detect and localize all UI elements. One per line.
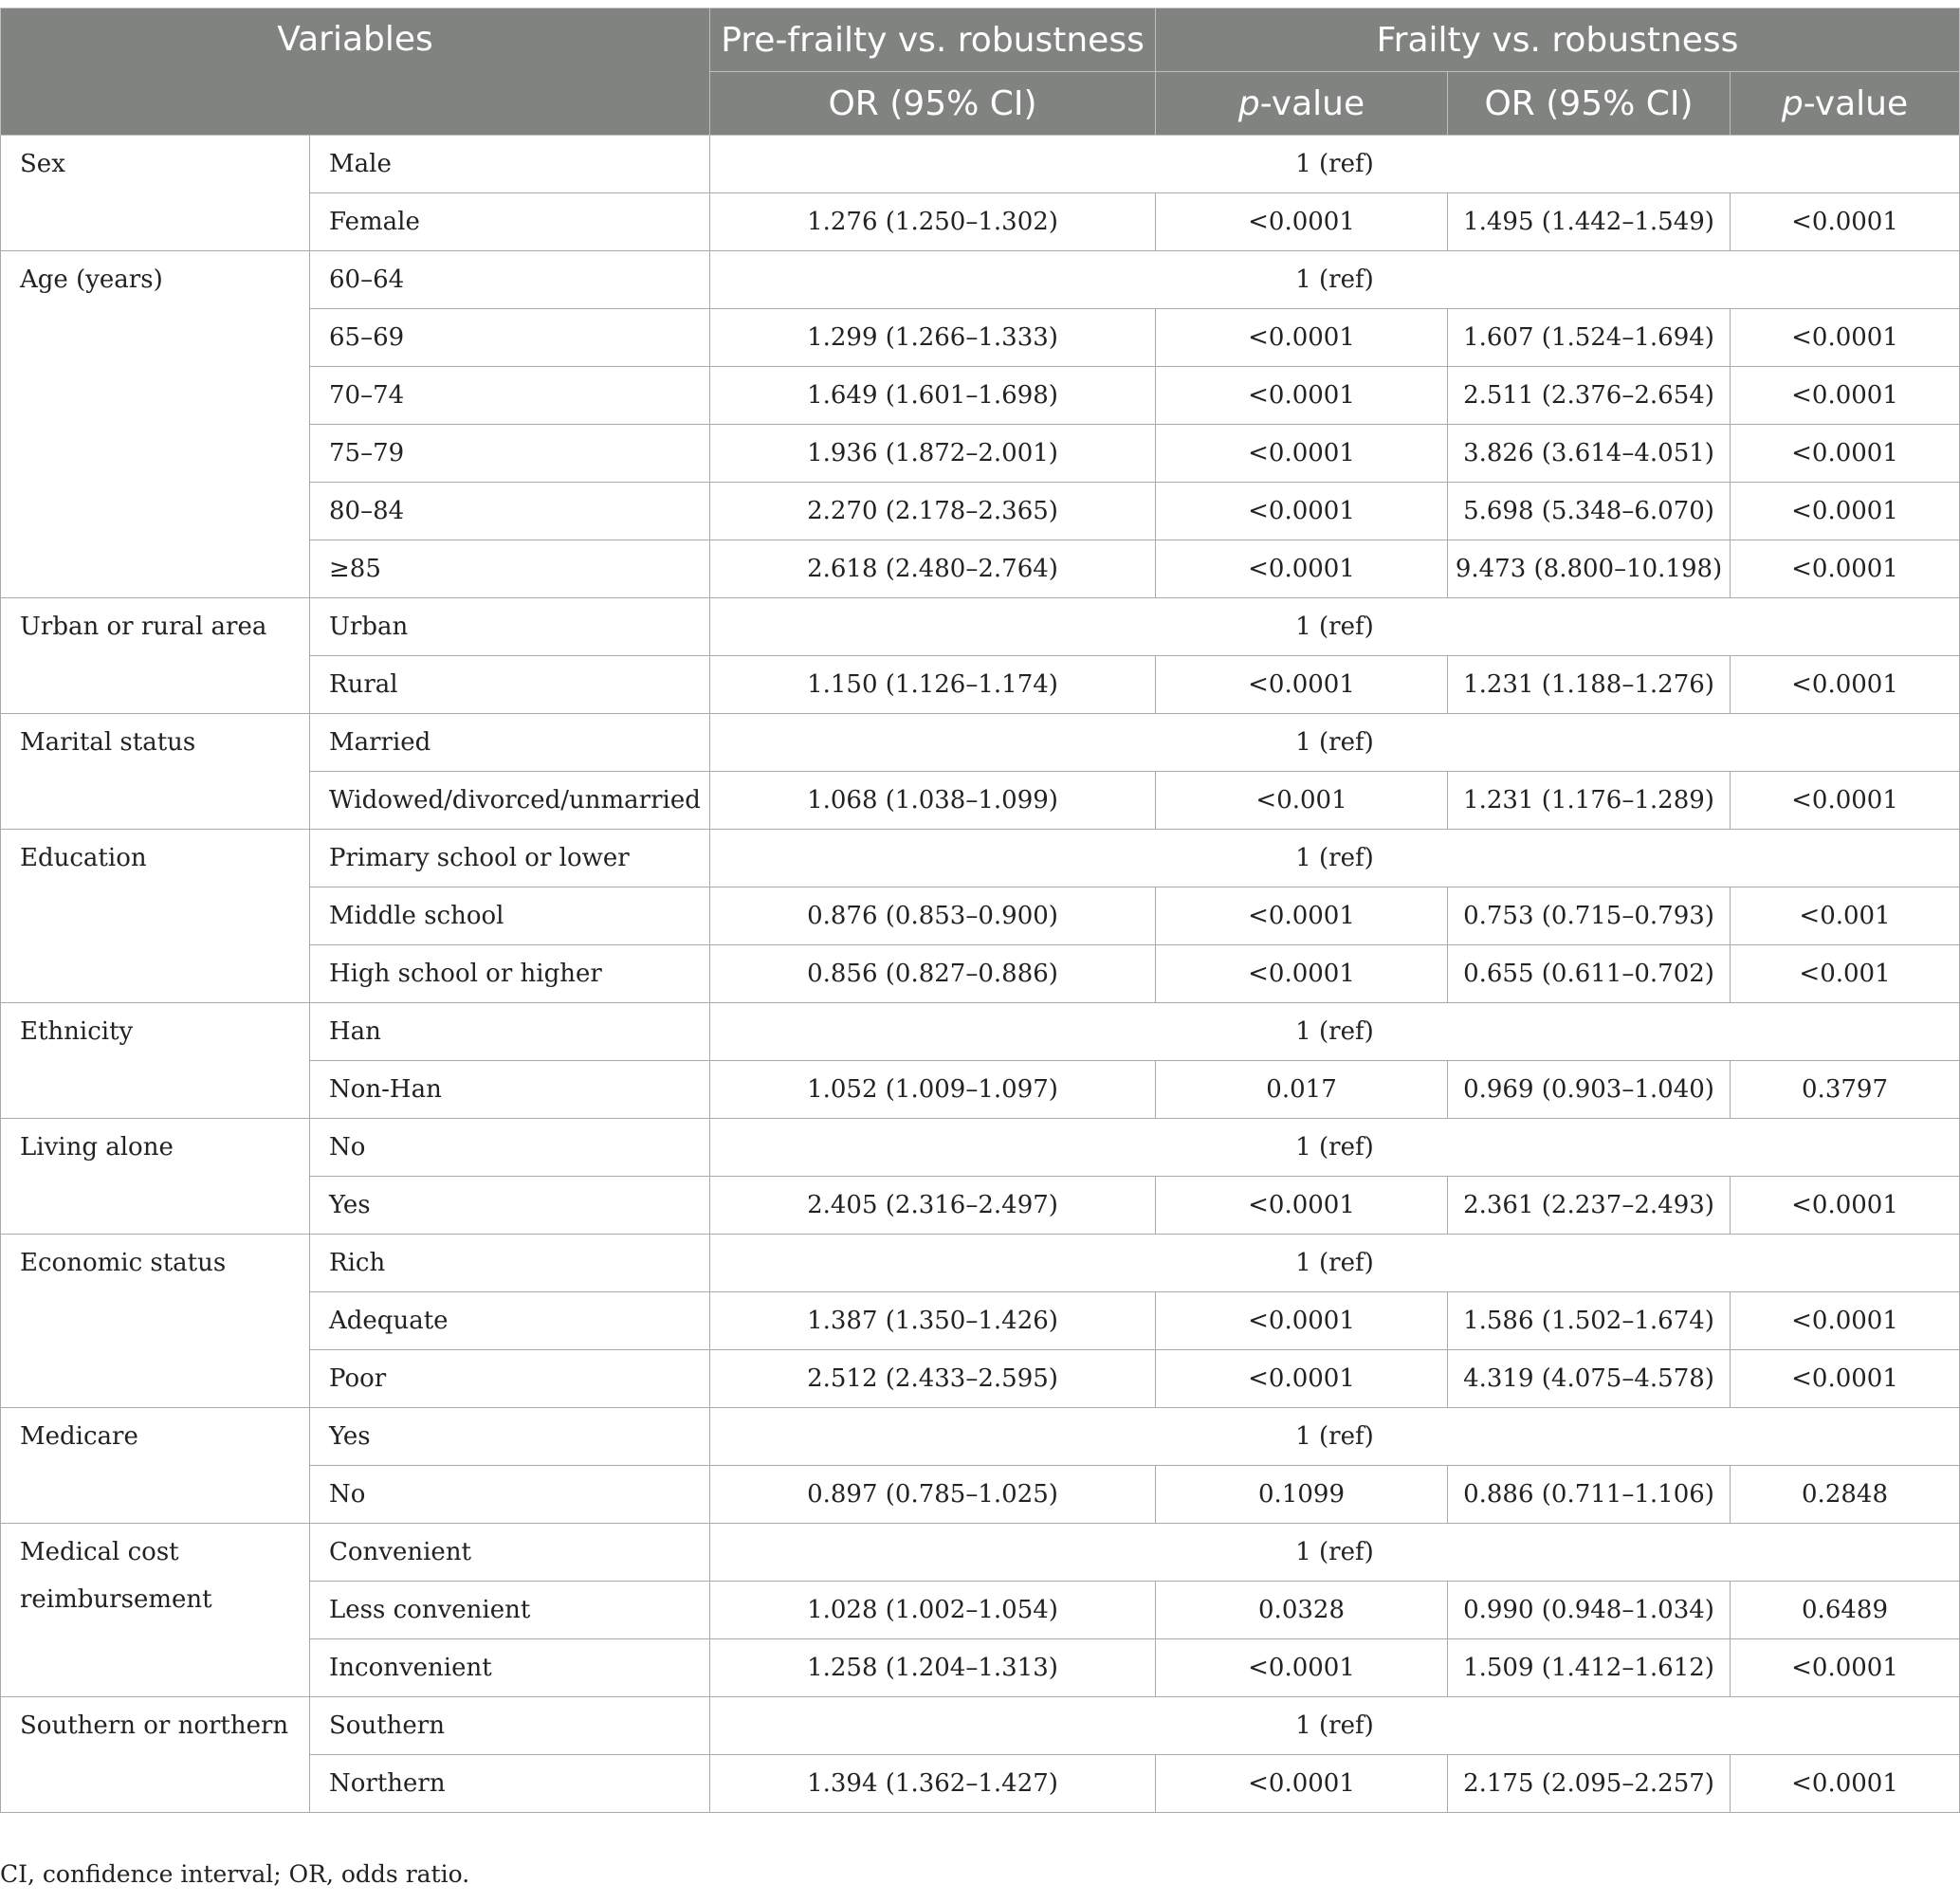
level-name: Female: [310, 193, 710, 251]
p-value-pre-frailty: <0.0001: [1156, 309, 1448, 367]
or-ci-pre-frailty: 0.897 (0.785–1.025): [710, 1466, 1156, 1524]
p-value-pre-frailty: <0.0001: [1156, 945, 1448, 1003]
p-value-pre-frailty: <0.0001: [1156, 367, 1448, 425]
p-value-frailty: <0.001: [1731, 887, 1960, 945]
or-ci-pre-frailty: 1.028 (1.002–1.054): [710, 1582, 1156, 1639]
level-name: Rural: [310, 656, 710, 714]
or-ci-frailty: 1.231 (1.176–1.289): [1448, 772, 1731, 830]
level-name: Married: [310, 714, 710, 772]
variable-name: Urban or rural area: [1, 598, 310, 714]
header-row-1: [1, 9, 1960, 72]
or-ci-pre-frailty: 1.649 (1.601–1.698): [710, 367, 1156, 425]
table-row: [1, 1697, 1960, 1755]
level-name: Adequate: [310, 1292, 710, 1350]
or-ci-frailty: 9.473 (8.800–10.198): [1448, 540, 1731, 598]
or-ci-pre-frailty: 2.618 (2.480–2.764): [710, 540, 1156, 598]
p-value-pre-frailty: <0.0001: [1156, 1292, 1448, 1350]
or-ci-pre-frailty: 1.299 (1.266–1.333): [710, 309, 1156, 367]
reference-cell: 1 (ref): [710, 1003, 1960, 1061]
level-name: Southern: [310, 1697, 710, 1755]
variable-name: Southern or northern: [1, 1697, 310, 1813]
p-value-frailty: <0.0001: [1731, 1639, 1960, 1697]
reference-cell: 1 (ref): [710, 1119, 1960, 1177]
or-ci-frailty: 1.231 (1.188–1.276): [1448, 656, 1731, 714]
or-ci-frailty: 2.511 (2.376–2.654): [1448, 367, 1731, 425]
p-value-pre-frailty: <0.0001: [1156, 1639, 1448, 1697]
p-value-pre-frailty: <0.0001: [1156, 1350, 1448, 1408]
or-ci-frailty: 1.495 (1.442–1.549): [1448, 193, 1731, 251]
variable-name: Marital status: [1, 714, 310, 830]
level-name: 70–74: [310, 367, 710, 425]
table-row: [1, 251, 1960, 309]
results-table: [0, 8, 1960, 1813]
p-value-frailty: <0.0001: [1731, 1177, 1960, 1235]
variable-name: Medical cost reimbursement: [1, 1524, 310, 1697]
reference-cell: 1 (ref): [710, 1697, 1960, 1755]
or-ci-pre-frailty: 1.258 (1.204–1.313): [710, 1639, 1156, 1697]
p-value-frailty: 0.3797: [1731, 1061, 1960, 1119]
header-p-value-2: p-value: [1731, 72, 1960, 136]
or-ci-pre-frailty: 2.405 (2.316–2.497): [710, 1177, 1156, 1235]
p-value-frailty: <0.0001: [1731, 1350, 1960, 1408]
level-name: No: [310, 1466, 710, 1524]
header-or-ci-1: OR (95% CI): [710, 72, 1156, 136]
table-row: [1, 1235, 1960, 1292]
or-ci-frailty: 1.607 (1.524–1.694): [1448, 309, 1731, 367]
level-name: 80–84: [310, 483, 710, 540]
level-name: 65–69: [310, 309, 710, 367]
or-ci-pre-frailty: 1.276 (1.250–1.302): [710, 193, 1156, 251]
level-name: Primary school or lower: [310, 830, 710, 887]
or-ci-pre-frailty: 0.856 (0.827–0.886): [710, 945, 1156, 1003]
reference-cell: 1 (ref): [710, 1524, 1960, 1582]
level-name: Yes: [310, 1408, 710, 1466]
level-name: Poor: [310, 1350, 710, 1408]
variable-name: Economic status: [1, 1235, 310, 1408]
p-value-pre-frailty: <0.0001: [1156, 425, 1448, 483]
p-value-pre-frailty: <0.001: [1156, 772, 1448, 830]
header-pre-frailty: Pre-frailty vs. robustness: [710, 9, 1156, 72]
or-ci-frailty: 4.319 (4.075–4.578): [1448, 1350, 1731, 1408]
reference-cell: 1 (ref): [710, 830, 1960, 887]
level-name: High school or higher: [310, 945, 710, 1003]
level-name: Convenient: [310, 1524, 710, 1582]
table-row: [1, 1003, 1960, 1061]
table-row: [1, 714, 1960, 772]
p-value-frailty: <0.0001: [1731, 1292, 1960, 1350]
p-value-frailty: <0.0001: [1731, 483, 1960, 540]
p-value-pre-frailty: 0.0328: [1156, 1582, 1448, 1639]
reference-cell: 1 (ref): [710, 251, 1960, 309]
table-row: [1, 1408, 1960, 1466]
or-ci-pre-frailty: 1.394 (1.362–1.427): [710, 1755, 1156, 1813]
p-value-pre-frailty: <0.0001: [1156, 887, 1448, 945]
or-ci-pre-frailty: 2.270 (2.178–2.365): [710, 483, 1156, 540]
variable-name: Sex: [1, 136, 310, 251]
reference-cell: 1 (ref): [710, 1235, 1960, 1292]
p-value-frailty: <0.0001: [1731, 309, 1960, 367]
p-value-frailty: <0.0001: [1731, 193, 1960, 251]
or-ci-frailty: 2.175 (2.095–2.257): [1448, 1755, 1731, 1813]
or-ci-frailty: 1.586 (1.502–1.674): [1448, 1292, 1731, 1350]
p-value-pre-frailty: <0.0001: [1156, 1755, 1448, 1813]
or-ci-pre-frailty: 1.936 (1.872–2.001): [710, 425, 1156, 483]
or-ci-frailty: 5.698 (5.348–6.070): [1448, 483, 1731, 540]
table-footnote: CI, confidence interval; OR, odds ratio.: [0, 1860, 470, 1888]
or-ci-pre-frailty: 0.876 (0.853–0.900): [710, 887, 1156, 945]
p-value-frailty: <0.0001: [1731, 540, 1960, 598]
p-value-frailty: <0.0001: [1731, 656, 1960, 714]
reference-cell: 1 (ref): [710, 1408, 1960, 1466]
level-name: 60–64: [310, 251, 710, 309]
or-ci-pre-frailty: 1.150 (1.126–1.174): [710, 656, 1156, 714]
reference-cell: 1 (ref): [710, 136, 1960, 193]
variable-name: Age (years): [1, 251, 310, 598]
level-name: 75–79: [310, 425, 710, 483]
reference-cell: 1 (ref): [710, 714, 1960, 772]
p-value-frailty: <0.0001: [1731, 425, 1960, 483]
p-value-pre-frailty: 0.1099: [1156, 1466, 1448, 1524]
level-name: Inconvenient: [310, 1639, 710, 1697]
table-row: [1, 830, 1960, 887]
or-ci-pre-frailty: 2.512 (2.433–2.595): [710, 1350, 1156, 1408]
p-value-frailty: <0.0001: [1731, 772, 1960, 830]
level-name: Less convenient: [310, 1582, 710, 1639]
p-value-frailty: <0.001: [1731, 945, 1960, 1003]
or-ci-frailty: 1.509 (1.412–1.612): [1448, 1639, 1731, 1697]
or-ci-pre-frailty: 1.052 (1.009–1.097): [710, 1061, 1156, 1119]
header-or-ci-2: OR (95% CI): [1448, 72, 1731, 136]
or-ci-frailty: 0.969 (0.903–1.040): [1448, 1061, 1731, 1119]
p-value-frailty: 0.6489: [1731, 1582, 1960, 1639]
p-value-pre-frailty: <0.0001: [1156, 193, 1448, 251]
or-ci-pre-frailty: 1.387 (1.350–1.426): [710, 1292, 1156, 1350]
variable-name: Education: [1, 830, 310, 1003]
variable-name: Ethnicity: [1, 1003, 310, 1119]
or-ci-frailty: 0.753 (0.715–0.793): [1448, 887, 1731, 945]
table-row: [1, 136, 1960, 193]
variable-name: Living alone: [1, 1119, 310, 1235]
level-name: Han: [310, 1003, 710, 1061]
p-value-pre-frailty: 0.017: [1156, 1061, 1448, 1119]
table-row: [1, 1524, 1960, 1582]
header-p-value-1: p-value: [1156, 72, 1448, 136]
p-value-frailty: <0.0001: [1731, 367, 1960, 425]
or-ci-frailty: 0.990 (0.948–1.034): [1448, 1582, 1731, 1639]
p-value-frailty: 0.2848: [1731, 1466, 1960, 1524]
or-ci-frailty: 0.886 (0.711–1.106): [1448, 1466, 1731, 1524]
table-body: [1, 136, 1960, 1813]
level-name: Middle school: [310, 887, 710, 945]
level-name: ≥85: [310, 540, 710, 598]
p-value-pre-frailty: <0.0001: [1156, 483, 1448, 540]
header-frailty: Frailty vs. robustness: [1156, 9, 1960, 72]
level-name: Widowed/divorced/unmarried: [310, 772, 710, 830]
reference-cell: 1 (ref): [710, 598, 1960, 656]
or-ci-frailty: 2.361 (2.237–2.493): [1448, 1177, 1731, 1235]
or-ci-frailty: 3.826 (3.614–4.051): [1448, 425, 1731, 483]
variable-name: Medicare: [1, 1408, 310, 1524]
p-value-pre-frailty: <0.0001: [1156, 656, 1448, 714]
level-name: Male: [310, 136, 710, 193]
level-name: Non-Han: [310, 1061, 710, 1119]
level-name: Yes: [310, 1177, 710, 1235]
p-value-pre-frailty: <0.0001: [1156, 1177, 1448, 1235]
table-row: [1, 598, 1960, 656]
p-value-frailty: <0.0001: [1731, 1755, 1960, 1813]
table-row: [1, 1119, 1960, 1177]
or-ci-pre-frailty: 1.068 (1.038–1.099): [710, 772, 1156, 830]
level-name: Urban: [310, 598, 710, 656]
level-name: Rich: [310, 1235, 710, 1292]
level-name: No: [310, 1119, 710, 1177]
level-name: Northern: [310, 1755, 710, 1813]
or-ci-frailty: 0.655 (0.611–0.702): [1448, 945, 1731, 1003]
header-variables: Variables: [1, 9, 710, 136]
p-value-pre-frailty: <0.0001: [1156, 540, 1448, 598]
